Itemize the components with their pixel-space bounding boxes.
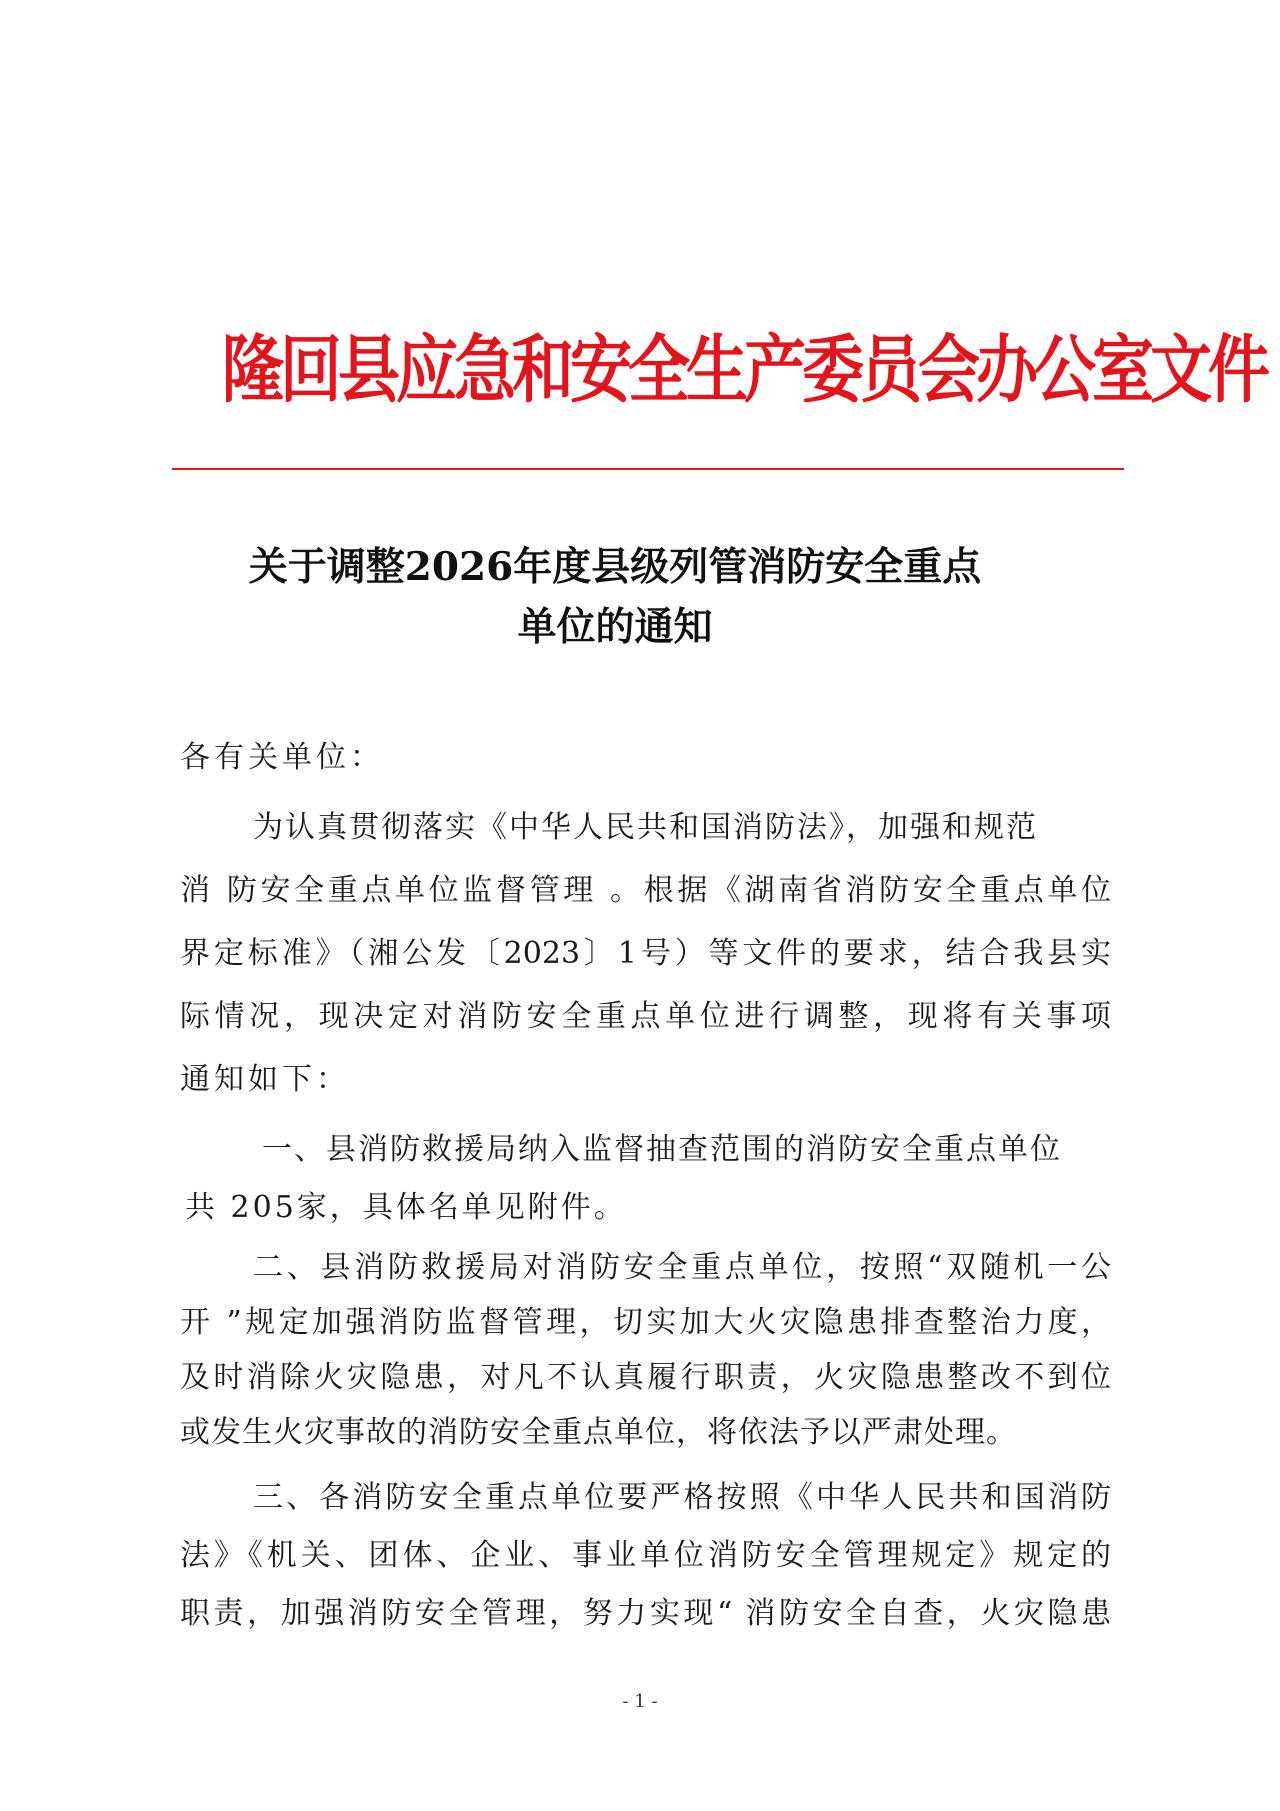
item1-line-2: 共 205家，具体名单见附件。 <box>185 1190 627 1225</box>
item3-line-1: 三、各消防安全重点单位要严格按照《中华人民共和国消防 <box>253 1480 1111 1515</box>
item2-line-3: 及时消除火灾隐患，对凡不认真履行职责，火灾隐患整改不到位 <box>180 1360 1111 1395</box>
document-title-line-2: 单位的通知 <box>517 604 713 650</box>
intro-line-4: 际情况，现决定对消防安全重点单位进行调整，现将有关事项 <box>180 999 1111 1034</box>
item2-line-2: 开 ”规定加强消防监督管理，切实加大火灾隐患排查整治力度， <box>180 1305 1111 1340</box>
red-separator-line <box>172 468 1124 470</box>
item1-line-1: 一、县消防救援局纳入监督抽查范围的消防安全重点单位 <box>262 1132 1062 1167</box>
item2-line-4: 或发生火灾事故的消防安全重点单位，将依法予以严肃处理。 <box>180 1415 1017 1450</box>
intro-line-3: 界定标准》（湘公发〔2023〕1号）等文件的要求，结合我县实 <box>180 936 1111 971</box>
document-title-line-1: 关于调整2026年度县级列管消防安全重点 <box>248 544 982 590</box>
item3-line-2: 法》《机关、团体、企业、事业单位消防安全管理规定》规定的 <box>180 1538 1111 1573</box>
page-number: - 1 - <box>622 1691 658 1712</box>
salutation: 各有关单位： <box>180 740 384 775</box>
issuer-header-title: 隆回县应急和安全生产委员会办公室文件 <box>222 326 1267 413</box>
intro-line-1: 为认真贯彻落实《中华人民共和国消防法》，加强和规范 <box>253 810 1038 845</box>
intro-line-2: 消 防安全重点单位监督管理 。根据《湖南省消防安全重点单位 <box>180 873 1111 908</box>
intro-line-5: 通知如下： <box>180 1062 350 1097</box>
item2-line-1: 二、县消防救援局对消防安全重点单位，按照“双随机一公 <box>253 1250 1111 1285</box>
item3-line-3: 职责，加强消防安全管理，努力实现“ 消防安全自查，火灾隐患 <box>180 1596 1111 1631</box>
